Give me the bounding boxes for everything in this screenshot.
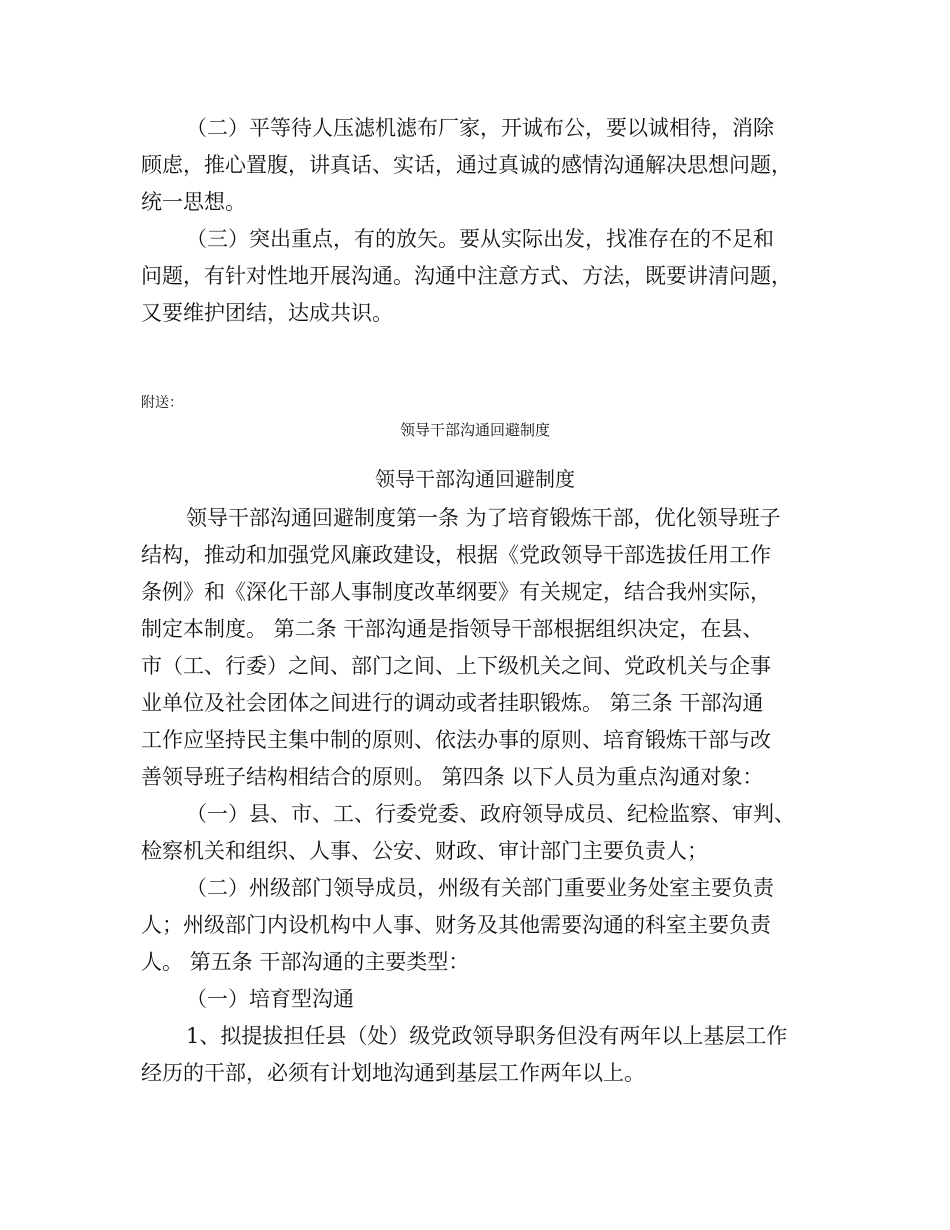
paragraph-line: 领导干部沟通回避制度第一条 为了培育锻炼干部，优化领导班子	[186, 506, 781, 530]
paragraph-line: 工作应坚持民主集中制的原则、依法办事的原则、培育锻炼干部与改	[141, 728, 771, 752]
paragraph-line: 1、拟提拔担任县（处）级党政领导职务但没有两年以上基层工作	[186, 1024, 788, 1048]
paragraph-line: 条例》和《深化干部人事制度改革纲要》有关规定，结合我州实际，	[141, 580, 771, 604]
paragraph-line: （三）突出重点，有的放矢。要从实际出发，找准存在的不足和	[186, 227, 774, 251]
paragraph-line: （二）州级部门领导成员，州级有关部门重要业务处室主要负责	[186, 876, 774, 900]
paragraph-line: （二）平等待人压滤机滤布厂家，开诚布公，要以诚相待，消除	[186, 116, 774, 140]
document-title: 领导干部沟通回避制度	[375, 467, 575, 491]
paragraph-line: 人；州级部门内设机构中人事、财务及其他需要沟通的科室主要负责	[141, 913, 771, 937]
paragraph-line: 善领导班子结构相结合的原则。 第四条 以下人员为重点沟通对象：	[141, 765, 764, 789]
paragraph-line: （一）培育型沟通	[186, 987, 354, 1011]
paragraph-line: 检察机关和组织、人事、公安、财政、审计部门主要负责人；	[141, 839, 708, 863]
paragraph-line: 顾虑，推心置腹，讲真话、实话，通过真诚的感情沟通解决思想问题，	[141, 153, 792, 177]
paragraph-line: 问题，有针对性地开展沟通。沟通中注意方式、方法，既要讲清问题，	[141, 264, 792, 288]
paragraph-line: 制定本制度。 第二条 干部沟通是指领导干部根据组织决定，在县、	[141, 617, 764, 641]
paragraph-line: 业单位及社会团体之间进行的调动或者挂职锻炼。 第三条 干部沟通	[141, 691, 764, 715]
paragraph-line: 结构，推动和加强党风廉政建设，根据《党政领导干部选拔任用工作	[141, 543, 771, 567]
paragraph-line: 又要维护团结，达成共识。	[141, 301, 393, 325]
paragraph-line: 经历的干部，必须有计划地沟通到基层工作两年以上。	[141, 1061, 645, 1085]
paragraph-line: 统一思想。	[141, 190, 246, 214]
paragraph-line: 人。 第五条 干部沟通的主要类型：	[141, 950, 470, 974]
attachment-label: 附送：	[141, 395, 183, 411]
attachment-small-title: 领导干部沟通回避制度	[399, 421, 550, 439]
paragraph-line: 市（工、行委）之间、部门之间、上下级机关之间、党政机关与企事	[141, 654, 771, 678]
paragraph-line: （一）县、市、工、行委党委、政府领导成员、纪检监察、审判、	[186, 802, 795, 826]
